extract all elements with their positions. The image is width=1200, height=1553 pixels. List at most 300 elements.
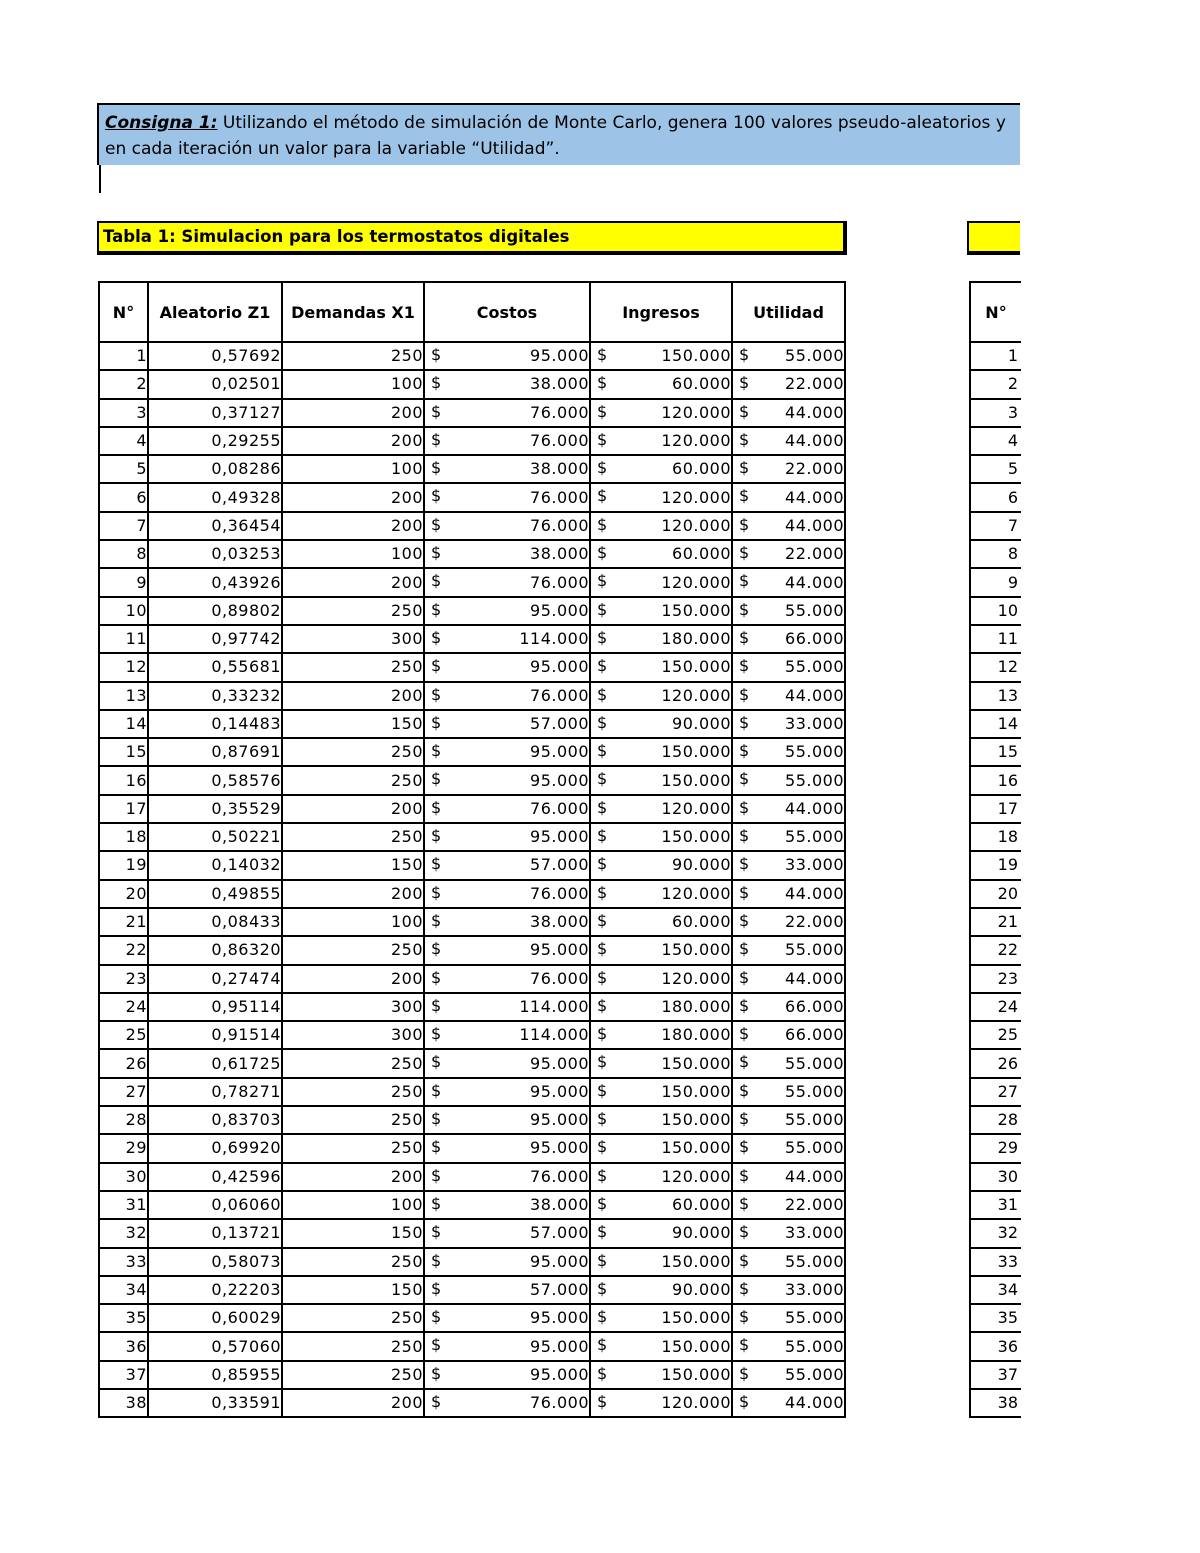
costo-value: 95.000 bbox=[530, 600, 589, 620]
aleatorio-cell: 0,22203 bbox=[148, 1276, 282, 1304]
n-cell: 35 bbox=[970, 1304, 1021, 1332]
utilidad-value: 55.000 bbox=[785, 770, 844, 790]
currency-symbol: $ bbox=[431, 1222, 442, 1242]
currency-symbol: $ bbox=[597, 543, 608, 563]
ingreso-value: 120.000 bbox=[661, 515, 731, 535]
table2-caption bbox=[967, 221, 1020, 255]
instruction-banner bbox=[97, 103, 1020, 165]
ingreso-cell bbox=[590, 823, 732, 851]
ingreso-value: 120.000 bbox=[661, 685, 731, 705]
utilidad-value: 44.000 bbox=[785, 402, 844, 422]
currency-symbol: $ bbox=[597, 373, 608, 393]
aleatorio-cell: 0,35529 bbox=[148, 795, 282, 823]
costo-cell bbox=[424, 738, 590, 766]
utilidad-value: 55.000 bbox=[785, 1336, 844, 1356]
currency-symbol: $ bbox=[739, 712, 750, 732]
costo-value: 76.000 bbox=[530, 798, 589, 818]
aleatorio-cell: 0,57060 bbox=[148, 1332, 282, 1360]
ingreso-value: 150.000 bbox=[661, 657, 731, 677]
n-cell: 33 bbox=[970, 1248, 1021, 1276]
n-cell: 26 bbox=[99, 1049, 148, 1077]
utilidad-value: 55.000 bbox=[785, 742, 844, 762]
table-row bbox=[99, 512, 845, 540]
table-row bbox=[970, 427, 1021, 455]
ingreso-cell bbox=[590, 1078, 732, 1106]
demanda-cell: 200 bbox=[282, 1389, 424, 1417]
n-cell: 25 bbox=[99, 1021, 148, 1049]
aleatorio-cell: 0,89802 bbox=[148, 597, 282, 625]
aleatorio-cell: 0,78271 bbox=[148, 1078, 282, 1106]
demanda-cell: 100 bbox=[282, 1191, 424, 1219]
ingreso-cell bbox=[590, 427, 732, 455]
n-cell: 38 bbox=[99, 1389, 148, 1417]
currency-symbol: $ bbox=[597, 1109, 608, 1129]
currency-symbol: $ bbox=[597, 1080, 608, 1100]
utilidad-cell bbox=[732, 795, 845, 823]
currency-symbol: $ bbox=[739, 401, 750, 421]
demanda-cell: 250 bbox=[282, 1304, 424, 1332]
costo-cell bbox=[424, 1106, 590, 1134]
utilidad-cell bbox=[732, 993, 845, 1021]
currency-symbol: $ bbox=[597, 1137, 608, 1157]
table-row bbox=[99, 738, 845, 766]
table-row bbox=[970, 1078, 1021, 1106]
utilidad-cell bbox=[732, 965, 845, 993]
aleatorio-cell: 0,06060 bbox=[148, 1191, 282, 1219]
currency-symbol: $ bbox=[597, 910, 608, 930]
costo-cell bbox=[424, 1389, 590, 1417]
costo-cell bbox=[424, 1276, 590, 1304]
currency-symbol: $ bbox=[597, 429, 608, 449]
costo-value: 114.000 bbox=[519, 629, 589, 649]
currency-symbol: $ bbox=[739, 345, 750, 364]
costo-cell bbox=[424, 766, 590, 794]
costo-value: 57.000 bbox=[530, 1279, 589, 1299]
ingreso-value: 150.000 bbox=[661, 1336, 731, 1356]
aleatorio-cell: 0,91514 bbox=[148, 1021, 282, 1049]
table-row bbox=[99, 342, 845, 370]
table-row bbox=[99, 851, 845, 879]
utilidad-value: 44.000 bbox=[785, 968, 844, 988]
costo-value: 95.000 bbox=[530, 940, 589, 960]
demanda-cell: 100 bbox=[282, 455, 424, 483]
aleatorio-cell: 0,33591 bbox=[148, 1389, 282, 1417]
table-row bbox=[99, 766, 845, 794]
n-cell: 17 bbox=[970, 795, 1021, 823]
ingreso-cell bbox=[590, 625, 732, 653]
simulation-table-2 bbox=[969, 281, 1021, 1418]
currency-symbol: $ bbox=[739, 458, 750, 478]
costo-value: 114.000 bbox=[519, 1025, 589, 1045]
aleatorio-cell: 0,57692 bbox=[148, 342, 282, 370]
table-row bbox=[970, 766, 1021, 794]
currency-symbol: $ bbox=[739, 1137, 750, 1157]
demanda-cell: 150 bbox=[282, 1219, 424, 1247]
n-cell: 4 bbox=[970, 427, 1021, 455]
n-cell: 29 bbox=[99, 1134, 148, 1162]
currency-symbol: $ bbox=[431, 826, 442, 846]
utilidad-value: 44.000 bbox=[785, 1166, 844, 1186]
currency-symbol: $ bbox=[431, 1052, 442, 1072]
table-row bbox=[970, 851, 1021, 879]
currency-symbol: $ bbox=[597, 401, 608, 421]
ingreso-value: 60.000 bbox=[672, 374, 731, 394]
costo-value: 95.000 bbox=[530, 1308, 589, 1328]
table-row bbox=[99, 1191, 845, 1219]
currency-symbol: $ bbox=[739, 429, 750, 449]
currency-symbol: $ bbox=[431, 741, 442, 761]
table-row bbox=[99, 1389, 845, 1417]
utilidad-cell bbox=[732, 1219, 845, 1247]
demanda-cell: 200 bbox=[282, 568, 424, 596]
utilidad-cell bbox=[732, 625, 845, 653]
costo-value: 95.000 bbox=[530, 1081, 589, 1101]
currency-symbol: $ bbox=[431, 543, 442, 563]
currency-symbol: $ bbox=[431, 656, 442, 676]
n-cell: 13 bbox=[99, 682, 148, 710]
n-cell: 27 bbox=[970, 1078, 1021, 1106]
n-cell: 20 bbox=[970, 880, 1021, 908]
header-utilidad: Utilidad bbox=[732, 282, 845, 342]
costo-value: 114.000 bbox=[519, 996, 589, 1016]
currency-symbol: $ bbox=[739, 1222, 750, 1242]
aleatorio-cell: 0,14032 bbox=[148, 851, 282, 879]
ingreso-value: 150.000 bbox=[661, 1251, 731, 1271]
currency-symbol: $ bbox=[597, 1250, 608, 1270]
ingreso-value: 120.000 bbox=[661, 402, 731, 422]
ingreso-value: 180.000 bbox=[661, 1025, 731, 1045]
utilidad-cell bbox=[732, 766, 845, 794]
ingreso-value: 150.000 bbox=[661, 346, 731, 366]
aleatorio-cell: 0,29255 bbox=[148, 427, 282, 455]
utilidad-cell bbox=[732, 1078, 845, 1106]
currency-symbol: $ bbox=[431, 712, 442, 732]
currency-symbol: $ bbox=[739, 1307, 750, 1327]
costo-value: 76.000 bbox=[530, 515, 589, 535]
table-row bbox=[99, 1219, 845, 1247]
ingreso-cell bbox=[590, 1332, 732, 1360]
utilidad-value: 44.000 bbox=[785, 487, 844, 507]
aleatorio-cell: 0,83703 bbox=[148, 1106, 282, 1134]
aleatorio-cell: 0,58576 bbox=[148, 766, 282, 794]
currency-symbol: $ bbox=[739, 571, 750, 591]
table-row bbox=[99, 1332, 845, 1360]
utilidad-cell bbox=[732, 540, 845, 568]
table-row bbox=[99, 370, 845, 398]
table-row bbox=[99, 936, 845, 964]
currency-symbol: $ bbox=[597, 769, 608, 789]
ingreso-cell bbox=[590, 653, 732, 681]
costo-value: 95.000 bbox=[530, 346, 589, 366]
demanda-cell: 200 bbox=[282, 399, 424, 427]
currency-symbol: $ bbox=[597, 684, 608, 704]
currency-symbol: $ bbox=[431, 939, 442, 959]
table-row bbox=[970, 342, 1021, 370]
demanda-cell: 150 bbox=[282, 710, 424, 738]
aleatorio-cell: 0,27474 bbox=[148, 965, 282, 993]
table-row bbox=[970, 625, 1021, 653]
utilidad-cell bbox=[732, 1049, 845, 1077]
n-cell: 22 bbox=[99, 936, 148, 964]
ingreso-cell bbox=[590, 1248, 732, 1276]
demanda-cell: 300 bbox=[282, 993, 424, 1021]
ingreso-cell bbox=[590, 1219, 732, 1247]
costo-value: 38.000 bbox=[530, 912, 589, 932]
table-row bbox=[970, 1304, 1021, 1332]
ingreso-value: 90.000 bbox=[672, 1223, 731, 1243]
n-cell: 9 bbox=[99, 568, 148, 596]
n-cell: 4 bbox=[99, 427, 148, 455]
currency-symbol: $ bbox=[739, 373, 750, 393]
instruction-text-1: Utilizando el método de simulación de Monte Carlo, genera 100 valores pseudo-aleatorios y bbox=[217, 113, 1006, 133]
n-cell: 8 bbox=[99, 540, 148, 568]
currency-symbol: $ bbox=[431, 373, 442, 393]
currency-symbol: $ bbox=[739, 1391, 750, 1411]
utilidad-value: 44.000 bbox=[785, 572, 844, 592]
demanda-cell: 200 bbox=[282, 795, 424, 823]
currency-symbol: $ bbox=[739, 1193, 750, 1213]
ingreso-cell bbox=[590, 597, 732, 625]
table-row bbox=[970, 710, 1021, 738]
currency-symbol: $ bbox=[597, 854, 608, 874]
ingreso-value: 180.000 bbox=[661, 996, 731, 1016]
utilidad-cell bbox=[732, 710, 845, 738]
aleatorio-cell: 0,95114 bbox=[148, 993, 282, 1021]
demanda-cell: 250 bbox=[282, 738, 424, 766]
n-cell: 12 bbox=[970, 653, 1021, 681]
utilidad-value: 55.000 bbox=[785, 600, 844, 620]
currency-symbol: $ bbox=[431, 1080, 442, 1100]
utilidad-value: 44.000 bbox=[785, 798, 844, 818]
ingreso-value: 120.000 bbox=[661, 968, 731, 988]
n-cell: 31 bbox=[970, 1191, 1021, 1219]
ingreso-value: 120.000 bbox=[661, 431, 731, 451]
n-cell: 28 bbox=[970, 1106, 1021, 1134]
currency-symbol: $ bbox=[739, 939, 750, 959]
ingreso-value: 120.000 bbox=[661, 1393, 731, 1413]
table-row bbox=[970, 540, 1021, 568]
table-row bbox=[99, 1276, 845, 1304]
n-cell: 6 bbox=[99, 483, 148, 511]
demanda-cell: 200 bbox=[282, 880, 424, 908]
currency-symbol: $ bbox=[739, 797, 750, 817]
ingreso-cell bbox=[590, 880, 732, 908]
n-cell: 34 bbox=[970, 1276, 1021, 1304]
costo-value: 76.000 bbox=[530, 1393, 589, 1413]
costo-value: 76.000 bbox=[530, 572, 589, 592]
n-cell: 26 bbox=[970, 1049, 1021, 1077]
table-row bbox=[970, 965, 1021, 993]
costo-value: 95.000 bbox=[530, 827, 589, 847]
table-row bbox=[99, 427, 845, 455]
costo-value: 76.000 bbox=[530, 1166, 589, 1186]
costo-cell bbox=[424, 1078, 590, 1106]
n-cell: 8 bbox=[970, 540, 1021, 568]
table-row bbox=[970, 568, 1021, 596]
n-cell: 23 bbox=[99, 965, 148, 993]
n-cell: 10 bbox=[99, 597, 148, 625]
utilidad-cell bbox=[732, 1163, 845, 1191]
currency-symbol: $ bbox=[739, 826, 750, 846]
currency-symbol: $ bbox=[597, 1307, 608, 1327]
currency-symbol: $ bbox=[739, 741, 750, 761]
utilidad-cell bbox=[732, 1304, 845, 1332]
utilidad-value: 22.000 bbox=[785, 374, 844, 394]
aleatorio-cell: 0,42596 bbox=[148, 1163, 282, 1191]
costo-cell bbox=[424, 1134, 590, 1162]
ingreso-cell bbox=[590, 965, 732, 993]
table-row bbox=[99, 597, 845, 625]
table-row bbox=[99, 540, 845, 568]
utilidad-value: 22.000 bbox=[785, 1195, 844, 1215]
utilidad-value: 55.000 bbox=[785, 1138, 844, 1158]
costo-value: 57.000 bbox=[530, 1223, 589, 1243]
utilidad-cell bbox=[732, 597, 845, 625]
ingreso-cell bbox=[590, 512, 732, 540]
currency-symbol: $ bbox=[597, 458, 608, 478]
n-cell: 21 bbox=[99, 908, 148, 936]
table-row bbox=[970, 1276, 1021, 1304]
utilidad-cell bbox=[732, 512, 845, 540]
aleatorio-cell: 0,33232 bbox=[148, 682, 282, 710]
ingreso-value: 120.000 bbox=[661, 487, 731, 507]
ingreso-value: 150.000 bbox=[661, 1110, 731, 1130]
currency-symbol: $ bbox=[739, 1109, 750, 1129]
currency-symbol: $ bbox=[597, 712, 608, 732]
ingreso-value: 120.000 bbox=[661, 883, 731, 903]
demanda-cell: 250 bbox=[282, 1248, 424, 1276]
table-row bbox=[99, 880, 845, 908]
table-row bbox=[970, 795, 1021, 823]
utilidad-cell bbox=[732, 399, 845, 427]
utilidad-value: 55.000 bbox=[785, 1110, 844, 1130]
costo-cell bbox=[424, 512, 590, 540]
utilidad-value: 55.000 bbox=[785, 1364, 844, 1384]
ingreso-cell bbox=[590, 342, 732, 370]
table-row bbox=[970, 370, 1021, 398]
aleatorio-cell: 0,36454 bbox=[148, 512, 282, 540]
currency-symbol: $ bbox=[597, 797, 608, 817]
utilidad-value: 33.000 bbox=[785, 1279, 844, 1299]
currency-symbol: $ bbox=[431, 995, 442, 1015]
ingreso-cell bbox=[590, 682, 732, 710]
costo-cell bbox=[424, 682, 590, 710]
n-cell: 17 bbox=[99, 795, 148, 823]
n-cell: 10 bbox=[970, 597, 1021, 625]
utilidad-value: 55.000 bbox=[785, 657, 844, 677]
currency-symbol: $ bbox=[597, 1165, 608, 1185]
table-row bbox=[970, 823, 1021, 851]
ingreso-cell bbox=[590, 710, 732, 738]
currency-symbol: $ bbox=[739, 1080, 750, 1100]
table-row bbox=[99, 1304, 845, 1332]
utilidad-cell bbox=[732, 1276, 845, 1304]
aleatorio-cell: 0,08286 bbox=[148, 455, 282, 483]
ingreso-cell bbox=[590, 568, 732, 596]
costo-value: 95.000 bbox=[530, 1110, 589, 1130]
costo-cell bbox=[424, 1219, 590, 1247]
currency-symbol: $ bbox=[597, 514, 608, 534]
costo-value: 95.000 bbox=[530, 1138, 589, 1158]
utilidad-cell bbox=[732, 1134, 845, 1162]
currency-symbol: $ bbox=[431, 486, 442, 506]
n-cell: 15 bbox=[99, 738, 148, 766]
currency-symbol: $ bbox=[739, 514, 750, 534]
ingreso-cell bbox=[590, 1361, 732, 1389]
costo-value: 95.000 bbox=[530, 1053, 589, 1073]
n-cell: 2 bbox=[970, 370, 1021, 398]
n-cell: 35 bbox=[99, 1304, 148, 1332]
demanda-cell: 200 bbox=[282, 512, 424, 540]
demanda-cell: 200 bbox=[282, 682, 424, 710]
costo-value: 95.000 bbox=[530, 742, 589, 762]
table-row bbox=[99, 908, 845, 936]
ingreso-value: 90.000 bbox=[672, 1279, 731, 1299]
currency-symbol: $ bbox=[739, 599, 750, 619]
costo-value: 76.000 bbox=[530, 431, 589, 451]
table-row bbox=[99, 710, 845, 738]
ingreso-cell bbox=[590, 1049, 732, 1077]
ingreso-value: 150.000 bbox=[661, 1364, 731, 1384]
currency-symbol: $ bbox=[597, 1052, 608, 1072]
currency-symbol: $ bbox=[597, 599, 608, 619]
utilidad-cell bbox=[732, 1021, 845, 1049]
n-cell: 18 bbox=[99, 823, 148, 851]
table1-caption: Tabla 1: Simulacion para los termostatos digitales bbox=[97, 221, 847, 255]
currency-symbol: $ bbox=[597, 1278, 608, 1298]
utilidad-value: 55.000 bbox=[785, 940, 844, 960]
n-cell: 3 bbox=[99, 399, 148, 427]
ingreso-value: 150.000 bbox=[661, 1308, 731, 1328]
demanda-cell: 250 bbox=[282, 766, 424, 794]
currency-symbol: $ bbox=[597, 345, 608, 364]
ingreso-value: 60.000 bbox=[672, 544, 731, 564]
currency-symbol: $ bbox=[597, 741, 608, 761]
costo-cell bbox=[424, 399, 590, 427]
utilidad-cell bbox=[732, 880, 845, 908]
utilidad-cell bbox=[732, 568, 845, 596]
ingreso-cell bbox=[590, 399, 732, 427]
currency-symbol: $ bbox=[431, 458, 442, 478]
n-cell: 14 bbox=[970, 710, 1021, 738]
costo-value: 76.000 bbox=[530, 685, 589, 705]
demanda-cell: 250 bbox=[282, 1106, 424, 1134]
ingreso-value: 150.000 bbox=[661, 1138, 731, 1158]
currency-symbol: $ bbox=[431, 1024, 442, 1044]
utilidad-value: 55.000 bbox=[785, 1308, 844, 1328]
costo-cell bbox=[424, 1191, 590, 1219]
aleatorio-cell: 0,43926 bbox=[148, 568, 282, 596]
n-cell: 30 bbox=[970, 1163, 1021, 1191]
utilidad-value: 55.000 bbox=[785, 1081, 844, 1101]
currency-symbol: $ bbox=[431, 967, 442, 987]
currency-symbol: $ bbox=[431, 1193, 442, 1213]
table-row bbox=[99, 399, 845, 427]
currency-symbol: $ bbox=[597, 486, 608, 506]
currency-symbol: $ bbox=[431, 571, 442, 591]
table-row bbox=[970, 653, 1021, 681]
demanda-cell: 200 bbox=[282, 1163, 424, 1191]
n-cell: 33 bbox=[99, 1248, 148, 1276]
costo-cell bbox=[424, 823, 590, 851]
n-cell: 3 bbox=[970, 399, 1021, 427]
table-row bbox=[99, 795, 845, 823]
n-cell: 34 bbox=[99, 1276, 148, 1304]
n-cell: 37 bbox=[99, 1361, 148, 1389]
currency-symbol: $ bbox=[739, 967, 750, 987]
header-aleatorio: Aleatorio Z1 bbox=[148, 282, 282, 342]
aleatorio-cell: 0,13721 bbox=[148, 1219, 282, 1247]
